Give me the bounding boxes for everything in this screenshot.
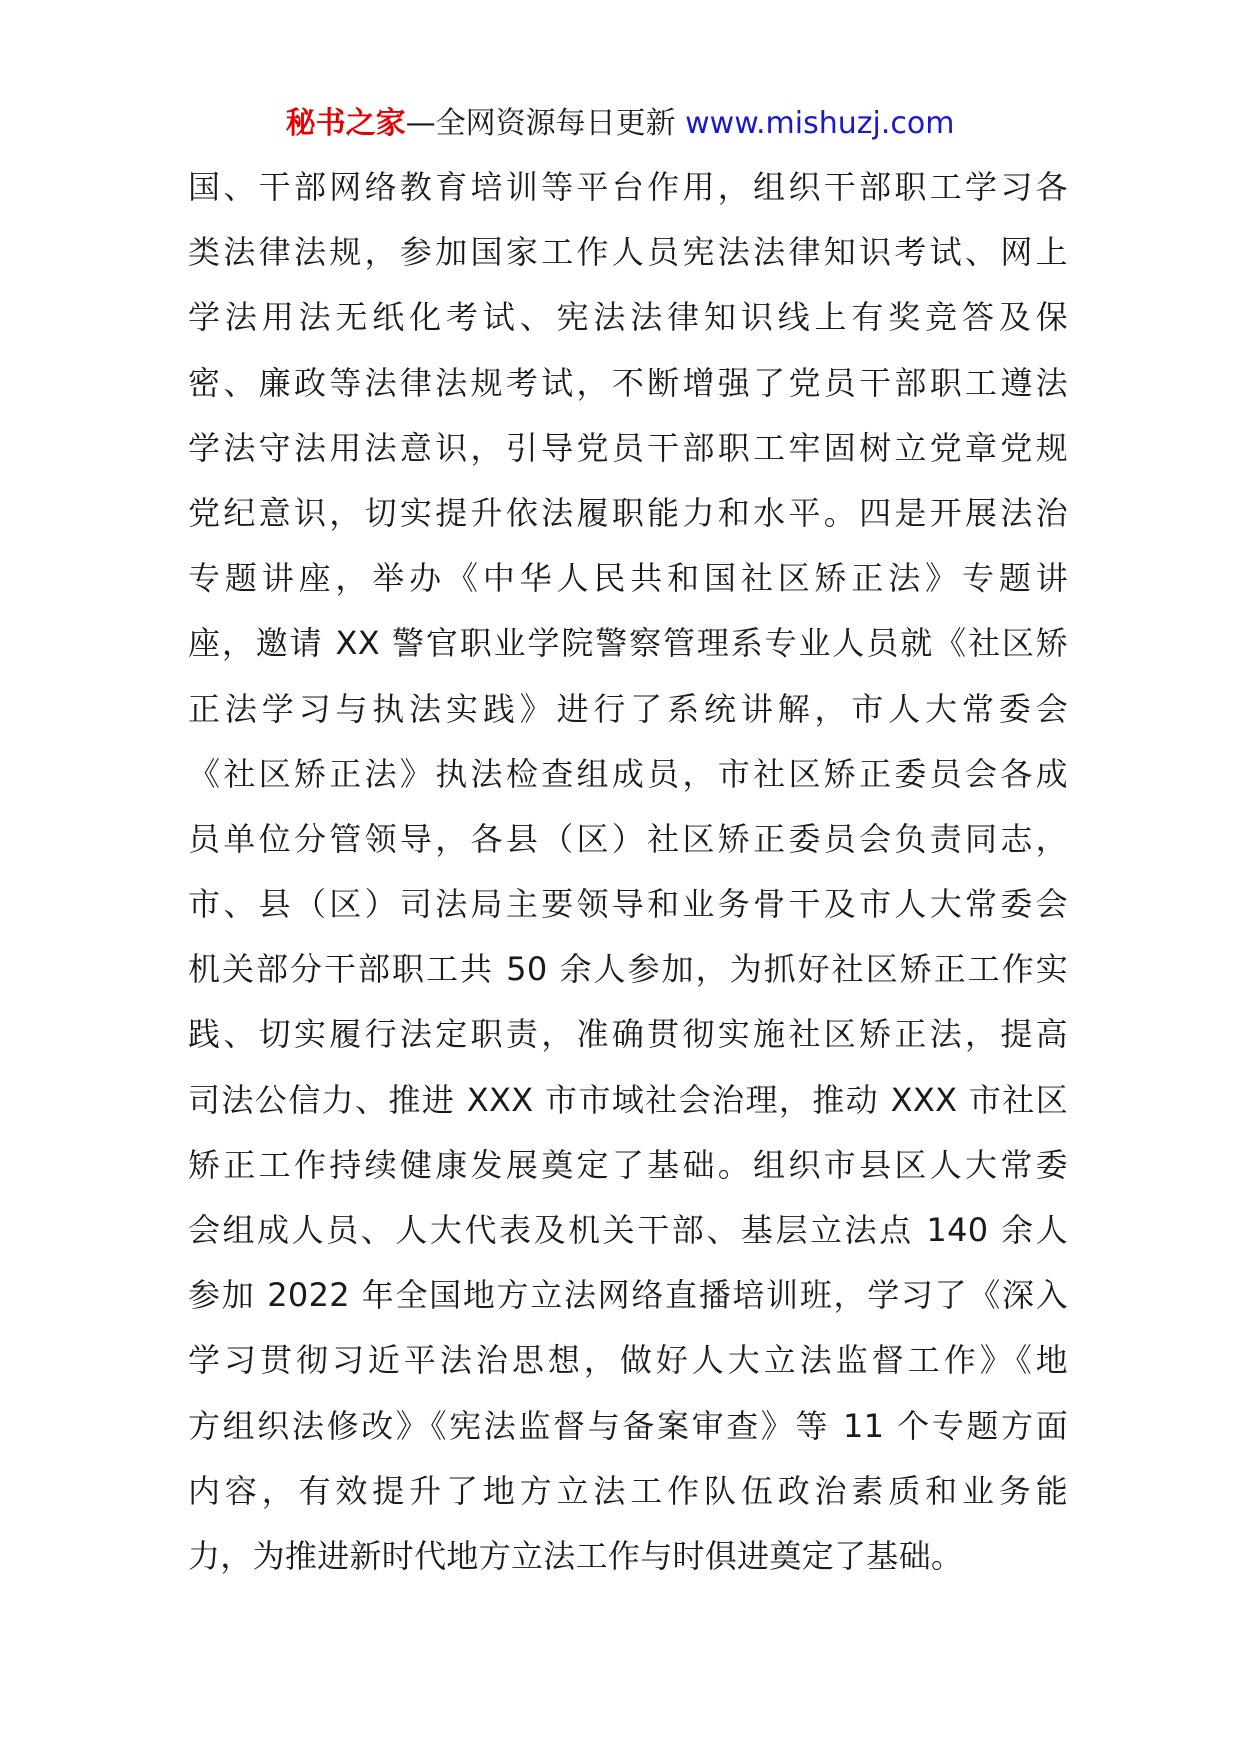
- page-header: [0, 104, 1240, 144]
- brand-name: 秘书之家: [285, 106, 406, 141]
- text-line: 密、廉政等法律法规考试，不断增强了党员干部职工遵法: [188, 363, 1068, 402]
- body-text: [188, 163, 1068, 1597]
- text-line: 学习贯彻习近平法治思想，做好人大立法监督工作》《地: [188, 1341, 1068, 1380]
- text-line: 力，为推进新时代地方立法工作与时俱进奠定了基础。: [188, 1536, 964, 1575]
- text-line: 参加 2022 年全国地方立法网络直播培训班，学习了《深入: [188, 1276, 1068, 1315]
- text-line: 正法学习与执法实践》进行了系统讲解，市人大常委会: [188, 689, 1068, 728]
- text-line: 内容，有效提升了地方立法工作队伍政治素质和业务能: [188, 1471, 1068, 1510]
- header-tagline: —全网资源每日更新: [405, 106, 676, 141]
- text-line: 类法律法规，参加国家工作人员宪法法律知识考试、网上: [188, 233, 1068, 272]
- text-line: 司法公信力、推进 XXX 市市域社会治理，推动 XXX 市社区: [188, 1080, 1068, 1119]
- text-line: 学法用法无纸化考试、宪法法律知识线上有奖竞答及保: [188, 298, 1068, 337]
- text-line: 市、县（区）司法局主要领导和业务骨干及市人大常委会: [188, 885, 1068, 924]
- text-line: 学法守法用法意识，引导党员干部职工牢固树立党章党规: [188, 428, 1068, 467]
- text-line: 机关部分干部职工共 50 余人参加，为抓好社区矫正工作实: [188, 950, 1068, 989]
- text-line: 践、切实履行法定职责，准确贯彻实施社区矫正法，提高: [188, 1015, 1068, 1054]
- site-url-link[interactable]: www.mishuzj.com: [685, 106, 955, 141]
- text-line: 专题讲座，举办《中华人民共和国社区矫正法》专题讲: [188, 559, 1068, 598]
- text-line: 《社区矫正法》执法检查组成员，市社区矫正委员会各成: [188, 754, 1068, 793]
- text-line: 员单位分管领导，各县（区）社区矫正委员会负责同志，: [188, 819, 1068, 858]
- text-line: 党纪意识，切实提升依法履职能力和水平。四是开展法治: [188, 493, 1068, 532]
- text-line: 方组织法修改》《宪法监督与备案审查》等 11 个专题方面: [188, 1406, 1068, 1445]
- text-line: 座，邀请 XX 警官职业学院警察管理系专业人员就《社区矫: [188, 624, 1068, 663]
- text-line: 矫正工作持续健康发展奠定了基础。组织市县区人大常委: [188, 1145, 1068, 1184]
- text-line: 国、干部网络教育培训等平台作用，组织干部职工学习各: [188, 168, 1068, 206]
- text-line: 会组成人员、人大代表及机关干部、基层立法点 140 余人: [188, 1211, 1068, 1249]
